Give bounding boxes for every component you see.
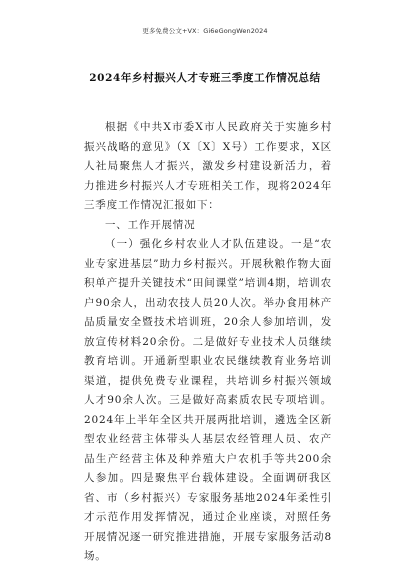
section-heading: 一、工作开展情况	[105, 218, 196, 231]
intro-paragraph: 根据《中共X市委X市人民政府关于实施乡村振兴战略的意见》（X〔X〕X号）工作要求，X区人社局聚焦人才振兴，激发乡村建设新活力，着力推进乡村振兴人才专班相关工作，现将2024年三季度工作情况汇报如下：	[84, 121, 332, 211]
document-title: 2024年乡村振兴人才专班三季度工作情况总结	[89, 72, 321, 84]
header-note: 更多免费公文+VX：Gi6eGongWen2024	[142, 27, 268, 35]
document-body	[84, 118, 332, 567]
body-paragraph: （一）强化乡村农业人才队伍建设。一是“农业专家进基层”助力乡村振兴。开展秋粮作物大面积单产提升关键技术“田间课堂”培训4期，培训农户90余人，出动农技人员20人次。举办食用林产品质量安全暨技术培训班，20余人参加培训，发放宣传材料20余份。二是做好专业技术人员继续教育培训。开通新型职业农民继续教育业务培训渠道，提供免费专业课程，共培训乡村振兴领域人才90余人次。三是做好高素质农民专项培训。2024年上半年全区共开展两批培训，遴选全区新型农业经营主体带头人基层农经管理人员、农产品生产经营主体及种养殖大户农机手等共200余人参加。四是聚焦平台载体建设。全面调研我区省、市（乡村振兴）专家服务基地2024年柔性引才示范作用发挥情况，通过企业座谈，对照任务开展情况逐一研究推进措施，开展专家服务活动8场。	[84, 238, 332, 562]
